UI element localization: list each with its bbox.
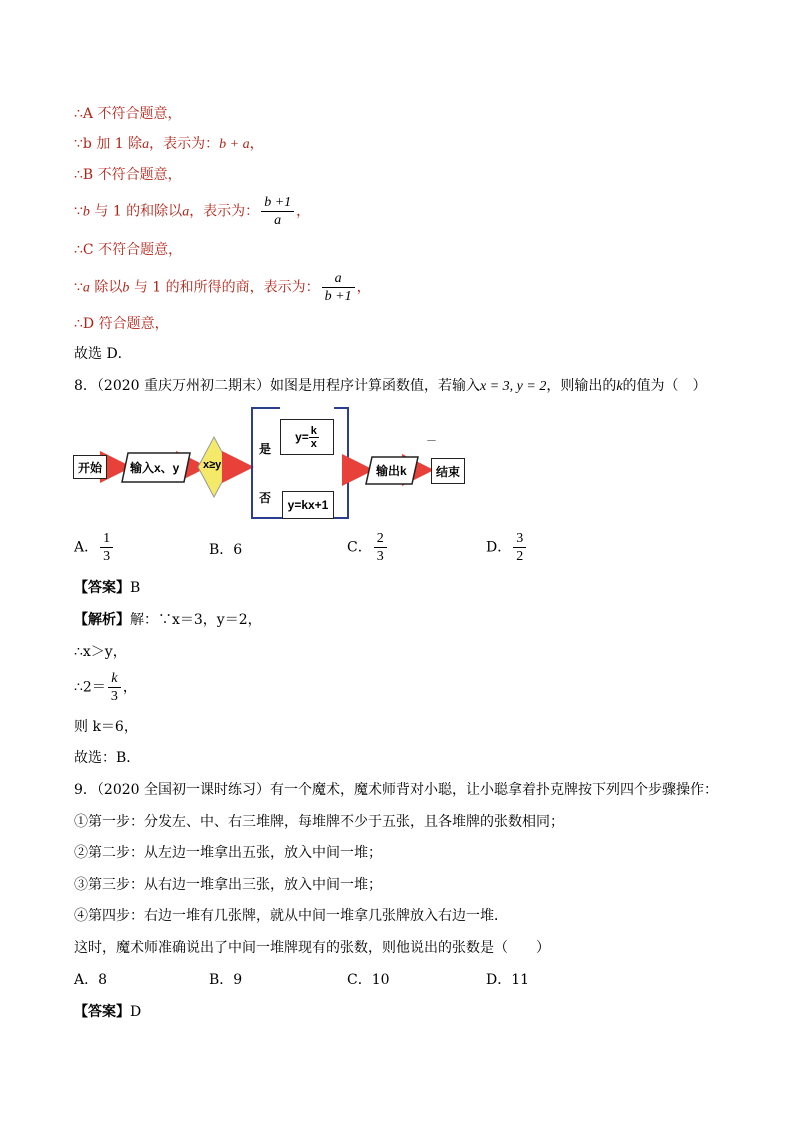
line-a-conclusion: ∴A 不符合题意， xyxy=(74,106,182,122)
q9-step-3: ③第三步：从右边一堆拿出三张，放入中间一堆； xyxy=(74,877,382,893)
flow-dash-mark: － xyxy=(426,435,437,447)
q9-question: 这时，魔术师准确说出了中间一堆牌现有的张数，则他说出的张数是（ ） xyxy=(74,940,550,956)
flow-yes-fraction: $\frac{k}{x}$ xyxy=(310,424,317,450)
line-b-reason: ∵b 加 1 除a，表示为：b + a， xyxy=(74,136,264,152)
q8-option-b: B．6 xyxy=(209,542,243,558)
q8-analysis-4: 则 k＝6， xyxy=(74,719,138,735)
q9-step-2: ②第二步：从左边一堆拿出五张，放入中间一堆； xyxy=(74,845,382,861)
branch-right-bracket xyxy=(334,408,348,518)
line-d-conclusion: ∴D 符合题意， xyxy=(74,316,169,332)
q9-step-4: ④第四步：右边一堆有几张牌，就从中间一堆拿几张牌放入右边一堆． xyxy=(74,908,508,924)
q9-option-b: B．9 xyxy=(209,972,243,988)
flow-no-label: 否 xyxy=(259,491,272,505)
flow-start-box: 开始 xyxy=(73,455,107,479)
q8-answer: 【答案】B xyxy=(74,580,141,596)
line-c-reason: ∵b 与 1 的和除以a，表示为： $\frac{b +1}{a}$ ， xyxy=(74,195,311,228)
flow-input-label: 输入x、y xyxy=(130,461,180,475)
q9-stem: 9．（2020 全国初一课时练习）有一个魔术，魔术师背对小聪，让小聪拿着扑克牌按下列四个步骤操作： xyxy=(74,782,718,798)
q8-option-c: C． $\frac{2}{3}$ xyxy=(347,530,389,565)
flow-yes-label: 是 xyxy=(259,442,272,456)
flow-yes-formula-box: y= $\frac{k}{x}$ xyxy=(280,419,334,455)
flow-end-box: 结束 xyxy=(431,458,465,484)
flow-condition-label: x≥y xyxy=(203,459,222,471)
q8-analysis-1: 【解析】解：∵x＝3，y＝2， xyxy=(74,612,262,628)
q9-option-a: A．8 xyxy=(74,972,108,988)
fraction-b-plus-1-over-a: $\frac{b +1}{a}$ xyxy=(261,194,294,229)
flow-no-formula-box: y=kx+1 xyxy=(282,491,334,519)
q9-answer: 【答案】D xyxy=(74,1004,142,1020)
line-c-conclusion: ∴C 不符合题意， xyxy=(74,242,183,258)
line-b-conclusion: ∴B 不符合题意， xyxy=(74,167,182,183)
q9-option-c: C．10 xyxy=(347,972,390,988)
q8-option-a: A． $\frac{1}{3}$ xyxy=(74,530,115,565)
fraction-a-over-b-plus-1: $\frac{a}{b +1}$ xyxy=(322,270,355,305)
flow-output-label: 输出k xyxy=(376,464,407,478)
q8-option-d: D． $\frac{3}{2}$ xyxy=(486,530,528,565)
q9-step-1: ①第一步：分发左、中、右三堆牌，每堆牌不少于五张，且各堆牌的张数相同； xyxy=(74,814,564,830)
line-d-reason: ∵a 除以b 与 1 的和所得的商，表示为： $\frac{a}{b +1}$ ， xyxy=(74,271,371,304)
line-choose-d: 故选 D． xyxy=(74,346,132,362)
q9-option-d: D．11 xyxy=(486,972,530,988)
q8-analysis-3: ∴2＝ $\frac{k}{3}$ ， xyxy=(74,671,137,704)
q8-stem: 8．（2020 重庆万州初二期末）如图是用程序计算函数值，若输入x = 3, y = 2，则输出的k的值为（ ） xyxy=(74,378,707,394)
q8-analysis-5: 故选：B． xyxy=(74,750,141,766)
q8-analysis-2: ∴x＞y， xyxy=(74,644,127,660)
